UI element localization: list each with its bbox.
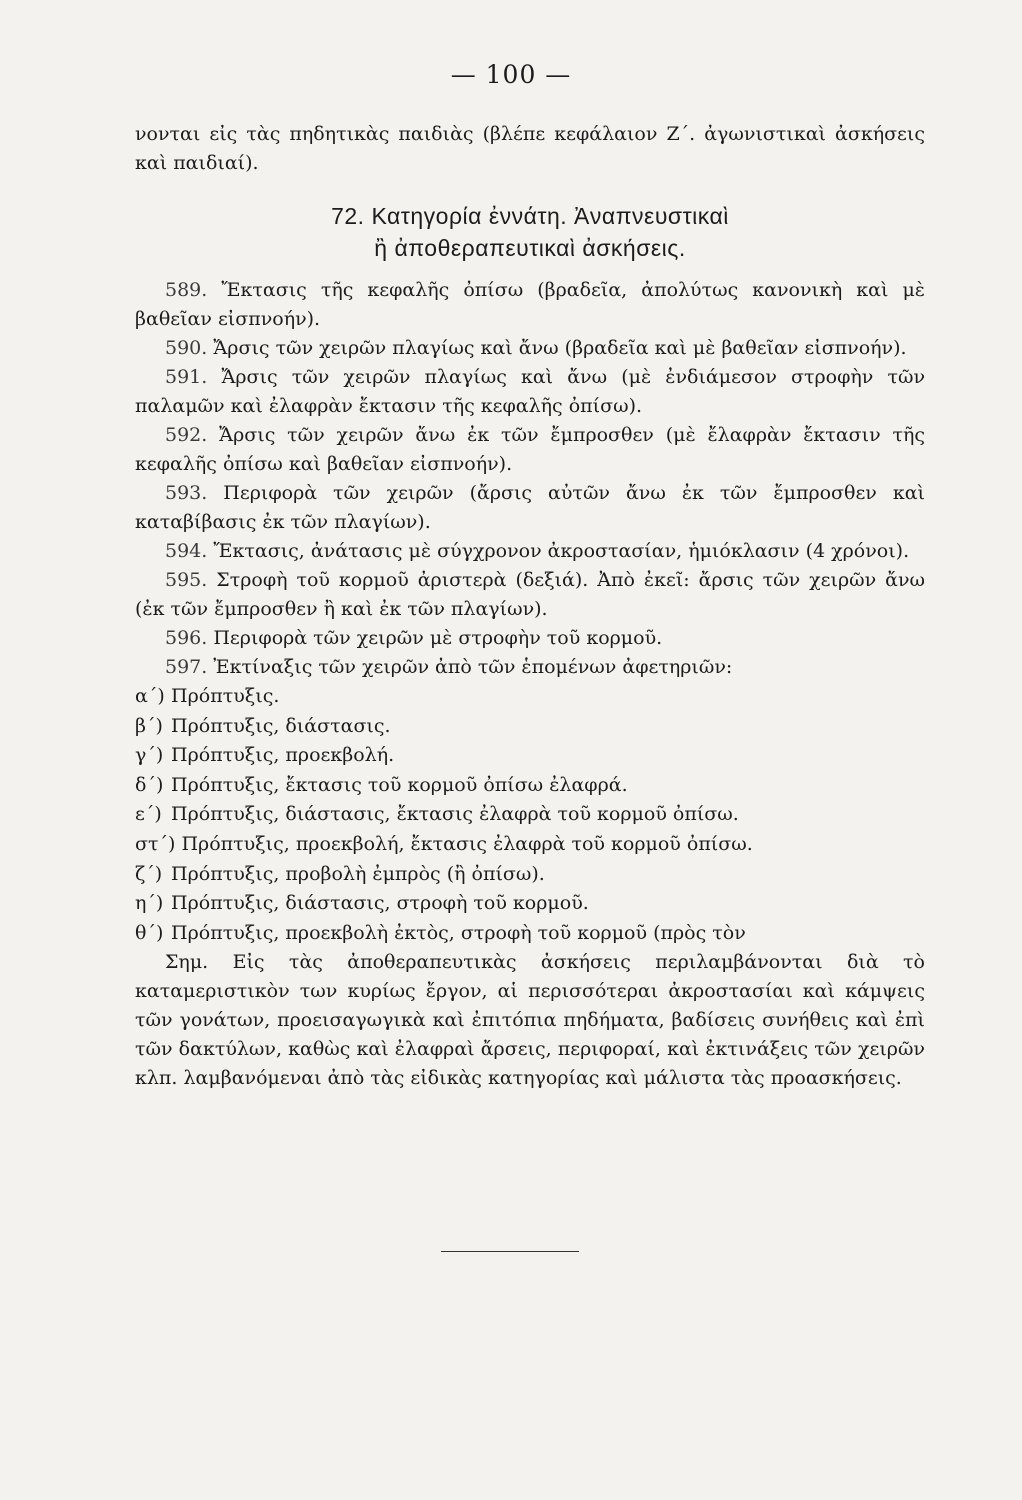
subitem-label: θ΄) <box>135 921 164 944</box>
item-text: Ἄρσις τῶν χειρῶν πλαγίως καὶ ἄνω (βραδεῖα καὶ μὲ βαθεῖαν εἰσπνοήν). <box>213 337 907 359</box>
subitem <box>135 889 925 919</box>
page-number: — 100 — <box>450 60 572 89</box>
exercise-item <box>135 334 925 363</box>
intro-paragraph: νονται εἰς τὰς πηδητικὰς παιδιὰς (βλέπε κεφάλαιον Ζ΄. ἀγωνιστικαὶ ἀσκήσεις καὶ παιδιαί). <box>135 123 925 174</box>
item-number: 590. <box>165 337 208 359</box>
item-text: Ἔκτασις, ἀνάτασις μὲ σύγχρονον ἀκροστασίαν, ἡμιόκλασιν (4 χρόνοι). <box>213 540 910 562</box>
item-text: Περιφορὰ τῶν χειρῶν (ἄρσις αὐτῶν ἄνω ἐκ τῶν ἔμπροσθεν καὶ καταβίβασις ἐκ τῶν πλαγίων). <box>135 482 925 533</box>
subitem <box>135 800 925 830</box>
item-number: 596. <box>165 627 208 649</box>
subitem-text: Πρόπτυξις, προεκβολὴ ἐκτὸς, στροφὴ τοῦ κορμοῦ (πρὸς τὸν <box>171 921 746 944</box>
note-paragraph: Σημ. Εἰς τὰς ἀποθεραπευτικὰς ἀσκήσεις περιλαμβάνονται διὰ τὸ καταμεριστικὸν των κυρίως ἔργον, αἱ περισσότεραι ἀκροστασίαι καὶ κάμψεις τῶν γονάτων, προεισαγωγικὰ καὶ ἐπιτόπια πηδήματα, βαδίσεις συνήθεις καὶ ἐπὶ τῶν δακτύλων, καθὼς καὶ ἐλαφραὶ ἄρσεις, περιφοραί, καὶ ἐκτινάξεις τῶν χειρῶν κλπ. λαμβανόμεναι ἀπὸ τὰς εἰδικὰς κατηγορίας καὶ μάλιστα τὰς προασκήσεις. <box>135 951 925 1090</box>
subitem-label: στ΄) <box>135 832 176 855</box>
item-number: 593. <box>165 482 208 504</box>
item-number: 591. <box>165 366 208 388</box>
exercise-item <box>135 566 925 624</box>
subitem-label: α΄) <box>135 685 165 707</box>
subitem <box>135 830 925 860</box>
subitem-text: Πρόπτυξις, προεκβολή. <box>171 744 395 767</box>
subitem-text: Πρόπτυξις. <box>171 685 280 707</box>
subitem-label: ε΄) <box>135 803 162 826</box>
subitem-text: Πρόπτυξις, διάστασις, στροφὴ τοῦ κορμοῦ. <box>171 892 589 915</box>
page-content <box>135 120 925 1093</box>
subitem-label: ζ΄) <box>135 862 163 885</box>
subitem <box>135 771 925 801</box>
end-rule <box>441 1251 579 1252</box>
item-number: 589. <box>165 279 208 301</box>
item-number: 597. <box>165 656 208 678</box>
subitem-label: η΄) <box>135 892 164 915</box>
exercise-item <box>135 276 925 334</box>
subitem <box>135 860 925 890</box>
section-heading-line-2: ἢ ἀποθεραπευτικαὶ ἀσκήσεις. <box>374 235 686 261</box>
subitem <box>135 741 925 771</box>
item-text: Στροφὴ τοῦ κορμοῦ ἀριστερὰ (δεξιά). Ἀπὸ ἐκεῖ: ἄρσις τῶν χειρῶν ἄνω (ἐκ τῶν ἔμπροσθεν ἢ καὶ ἐκ τῶν πλαγίων). <box>135 569 926 620</box>
item-text: Ἐκτίναξις τῶν χειρῶν ἀπὸ τῶν ἑπομένων ἀφετηριῶν: <box>213 656 733 678</box>
item-text: Ἄρσις τῶν χειρῶν πλαγίως καὶ ἄνω (μὲ ἐνδιάμεσον στροφὴν τῶν παλαμῶν καὶ ἐλαφρὰν ἔκτασιν τῆς κεφαλῆς ὀπίσω). <box>135 366 925 417</box>
exercise-item <box>135 653 925 682</box>
exercise-item <box>135 479 925 537</box>
exercise-item <box>135 421 925 479</box>
item-number: 595. <box>165 569 208 591</box>
subitem-text: Πρόπτυξις, διάστασις. <box>171 714 391 737</box>
subitem-text: Πρόπτυξις, προεκβολή, ἔκτασις ἐλαφρὰ τοῦ κορμοῦ ὀπίσω. <box>181 832 753 855</box>
section-heading-line-1: 72. Κατηγορία ἐννάτη. Ἀναπνευστικαὶ <box>331 203 729 229</box>
subitem <box>135 712 925 742</box>
item-number: 592. <box>165 424 208 446</box>
subitem <box>135 919 925 949</box>
subitem-text: Πρόπτυξις, διάστασις, ἔκτασις ἐλαφρὰ τοῦ κορμοῦ ὀπίσω. <box>171 803 739 826</box>
item-text: Ἔκτασις τῆς κεφαλῆς ὀπίσω (βραδεῖα, ἀπολύτως κανονικὴ καὶ μὲ βαθεῖαν εἰσπνοήν). <box>135 279 925 330</box>
section-heading <box>135 200 925 264</box>
subitem <box>135 682 925 712</box>
subitem-text: Πρόπτυξις, ἔκτασις τοῦ κορμοῦ ὀπίσω ἐλαφρά. <box>171 773 628 796</box>
item-text: Ἄρσις τῶν χειρῶν ἄνω ἐκ τῶν ἔμπροσθεν (μὲ ἔλαφρὰν ἔκτασιν τῆς κεφαλῆς ὀπίσω καὶ βαθεῖαν εἰσπνοήν). <box>135 424 925 475</box>
subitem-label: δ΄) <box>135 773 164 796</box>
subitem-label: γ΄) <box>135 744 164 767</box>
subitem-label: β΄) <box>135 714 163 737</box>
item-number: 594. <box>165 540 208 562</box>
subitem-text: Πρόπτυξις, προβολὴ ἐμπρὸς (ἢ ὀπίσω). <box>171 862 545 885</box>
exercise-item <box>135 537 925 566</box>
item-text: Περιφορὰ τῶν χειρῶν μὲ στροφὴν τοῦ κορμοῦ. <box>213 627 663 649</box>
exercise-item <box>135 363 925 421</box>
exercise-item <box>135 624 925 653</box>
